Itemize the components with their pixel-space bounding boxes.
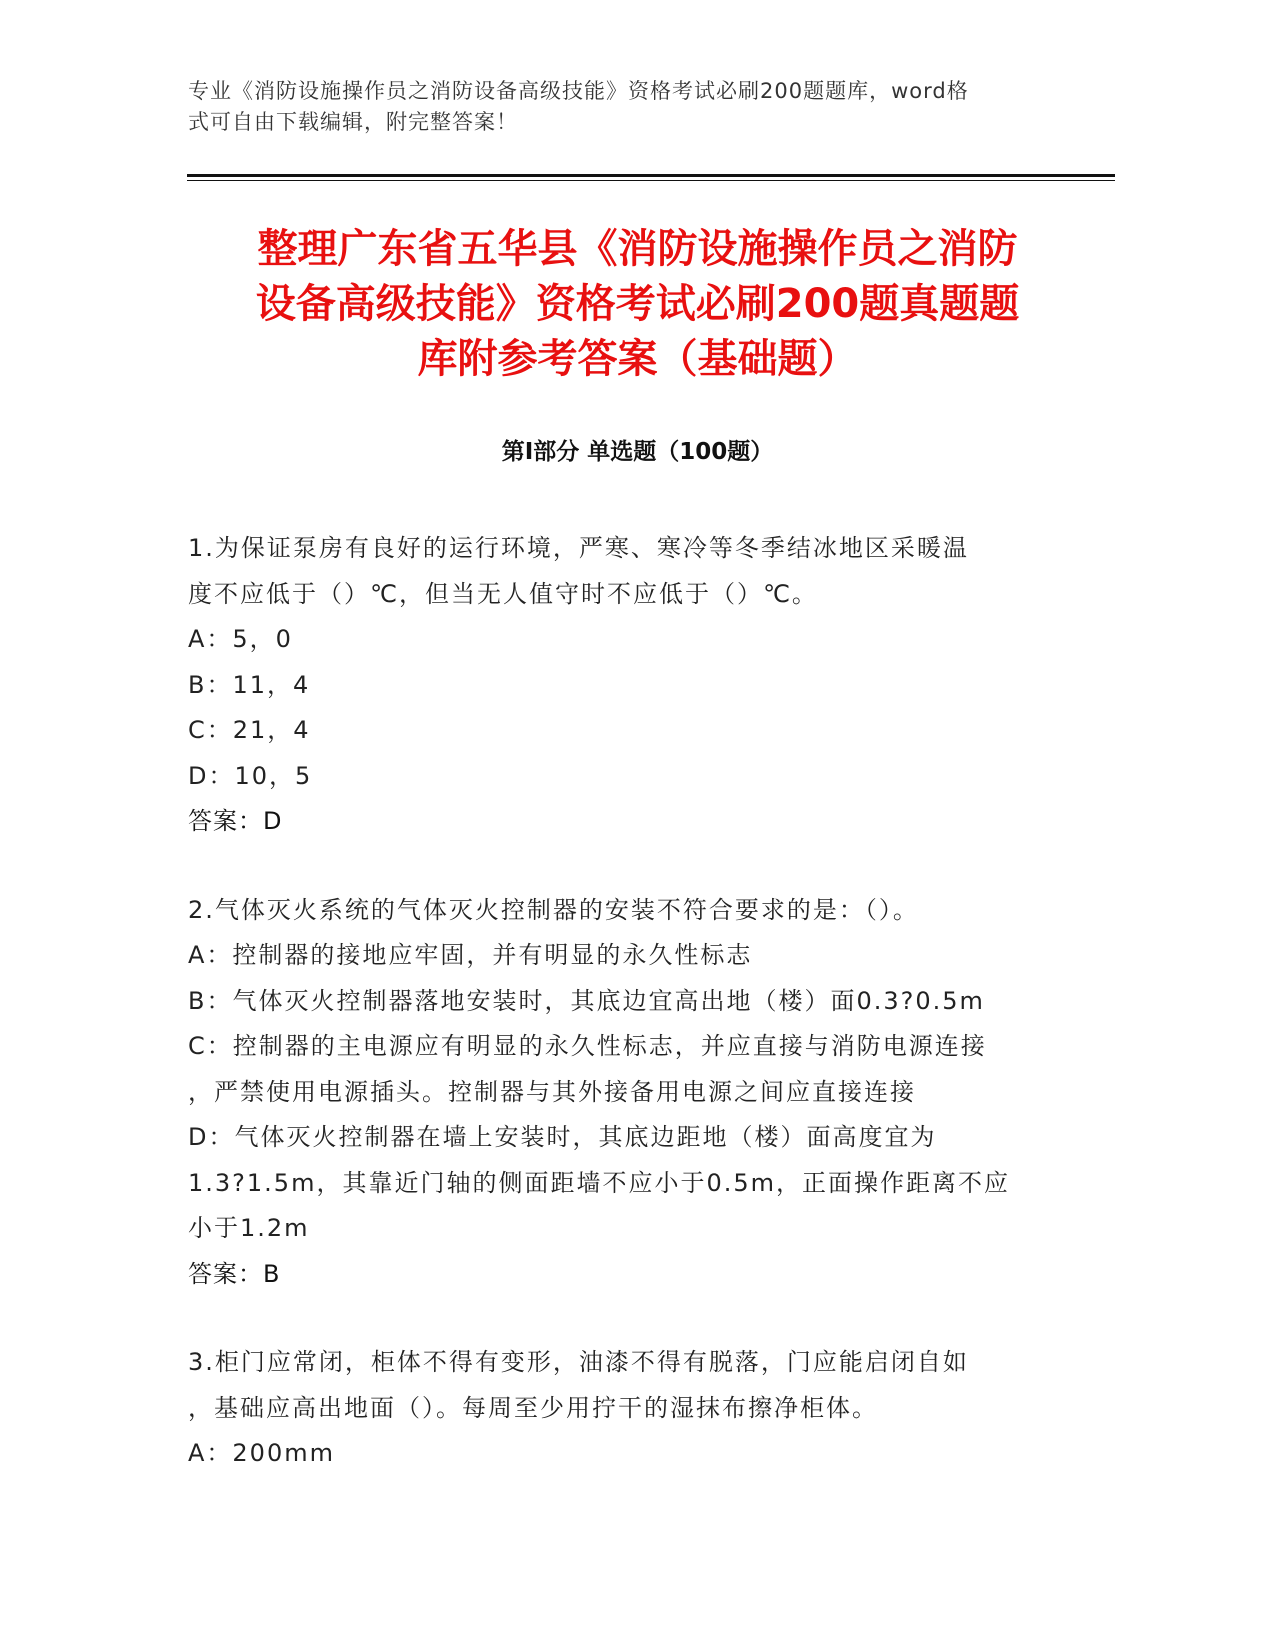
option-a: A：200mm [188,1439,335,1467]
answer-line: 答案：D [188,807,283,835]
document-title-line: 整理广东省五华县《消防设施操作员之消防 [257,226,1018,272]
question-list [188,526,1068,1477]
option-b: B：11，4 [188,670,311,699]
question-stem-line: 1.为保证泵房有良好的运行环境，严寒、寒冷等冬季结冰地区采暖温 [188,534,969,562]
question-spacer [188,845,1068,888]
question-stem-line: ，基础应高出地面（）。每周至少用拧干的湿抹布擦净柜体。 [188,1393,878,1422]
question-stem-line: 2.气体灭火系统的气体灭火控制器的安装不符合要求的是：（）。 [188,895,919,924]
option-a: A：5，0 [188,625,293,653]
question-stem-line: 3.柜门应常闭，柜体不得有变形，油漆不得有脱落，门应能启闭自如 [188,1348,969,1376]
document-title-line: 设备高级技能》资格考试必刷200题真题题 [255,281,1020,327]
option-b: B：气体灭火控制器落地安装时，其底边宜高出地（楼）面0.3?0.5m [188,986,985,1015]
section-heading: 第Ⅰ部分 单选题（100题） [501,439,774,465]
option-c: C：21，4 [188,716,311,744]
header-note-line: 式可自由下载编辑，附完整答案！ [188,110,518,134]
option-d-continued: 小于1.2m [188,1214,310,1242]
question-stem-line: 度不应低于（）℃，但当无人值守时不应低于（）℃。 [188,579,818,608]
option-d-continued: 1.3?1.5m，其靠近门轴的侧面距墙不应小于0.5m，正面操作距离不应 [188,1168,1010,1197]
option-c-continued: ，严禁使用电源插头。控制器与其外接备用电源之间应直接连接 [188,1077,916,1106]
header-note-line: 专业《消防设施操作员之消防设备高级技能》资格考试必刷200题题库，word格 [188,79,969,103]
document-title-line: 库附参考答案（基础题） [417,336,858,382]
question-item [188,526,1068,845]
question-spacer [188,1297,1068,1340]
header-note [188,76,1068,138]
option-c: C：控制器的主电源应有明显的永久性标志，并应直接与消防电源连接 [188,1032,987,1060]
document-title [160,222,1115,387]
question-item [188,888,1068,1298]
question-item [188,1340,1068,1477]
option-d: D：10，5 [188,761,313,790]
header-divider-thick [187,174,1115,177]
answer-line: 答案：B [188,1259,281,1288]
header-divider-thin [187,180,1115,181]
option-d: D：气体灭火控制器在墙上安装时，其底边距地（楼）面高度宜为 [188,1123,937,1151]
option-a: A：控制器的接地应牢固，并有明显的永久性标志 [188,941,753,969]
